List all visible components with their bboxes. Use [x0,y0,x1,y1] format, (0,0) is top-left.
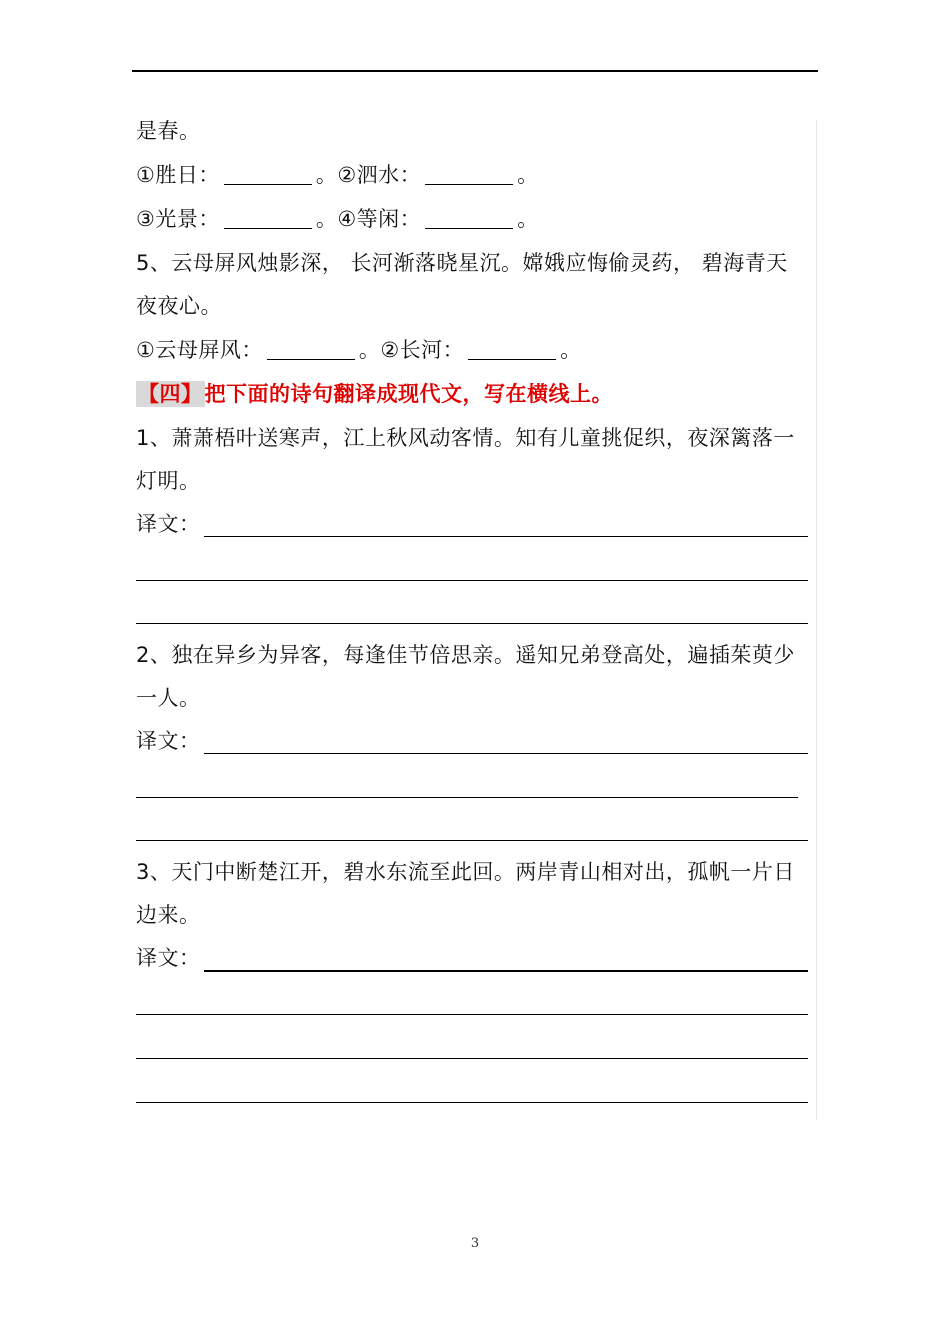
poem-5-line-1: 5、云母屏风烛影深， 长河渐落晓星沉。嫦娥应悔偷灵药， 碧海青天 [136,251,788,275]
translation-label: 译文： [136,946,201,970]
answer-blank[interactable] [425,166,513,185]
poem-5-line-2: 夜夜心。 [136,294,222,318]
poem-1-line-2: 灯明。 [136,469,201,493]
section-4-heading [136,381,613,407]
page-number: 3 [470,1236,480,1251]
answer-blank[interactable] [224,166,312,185]
poem-2-line-1: 2、独在异乡为异客，每逢佳节倍思亲。遥知兄弟登高处，遍插茱萸少 [136,643,795,667]
answer-line[interactable] [136,623,808,624]
answer-line[interactable] [204,536,808,537]
answer-line[interactable] [136,580,808,581]
poem-2-line-2: 一人。 [136,686,201,710]
page-frame-edge [816,120,817,1120]
poem-1-line-1: 1、萧萧梧叶送寒声，江上秋风动客情。知有儿童挑促织，夜深篱落一 [136,426,795,450]
vocab-row-1: ①胜日： 。②泗水： 。 [136,163,539,187]
answer-line[interactable] [136,840,808,841]
header-rule [132,70,818,72]
answer-blank[interactable] [468,341,556,360]
continued-text: 是春。 [136,119,201,143]
answer-line[interactable] [136,1058,808,1059]
answer-blank[interactable] [224,210,312,229]
answer-blank[interactable] [267,341,355,360]
translation-label: 译文： [136,512,201,536]
vocab-row-2: ③光景： 。④等闲： 。 [136,207,539,231]
translation-label: 译文： [136,729,201,753]
answer-line[interactable] [136,797,798,798]
poem-3-line-1: 3、天门中断楚江开，碧水东流至此回。两岸青山相对出，孤帆一片日 [136,860,795,884]
section-4-tag: 【四】 [138,382,203,406]
poem-3-line-2: 边来。 [136,903,201,927]
answer-line[interactable] [204,970,808,972]
answer-line[interactable] [204,753,808,754]
vocab-row-3: ①云母屏风： 。②长河： 。 [136,338,582,362]
section-4-instruction: 把下面的诗句翻译成现代文，写在横线上。 [204,382,613,406]
answer-line[interactable] [136,1102,808,1103]
answer-blank[interactable] [425,210,513,229]
answer-line[interactable] [136,1014,808,1015]
